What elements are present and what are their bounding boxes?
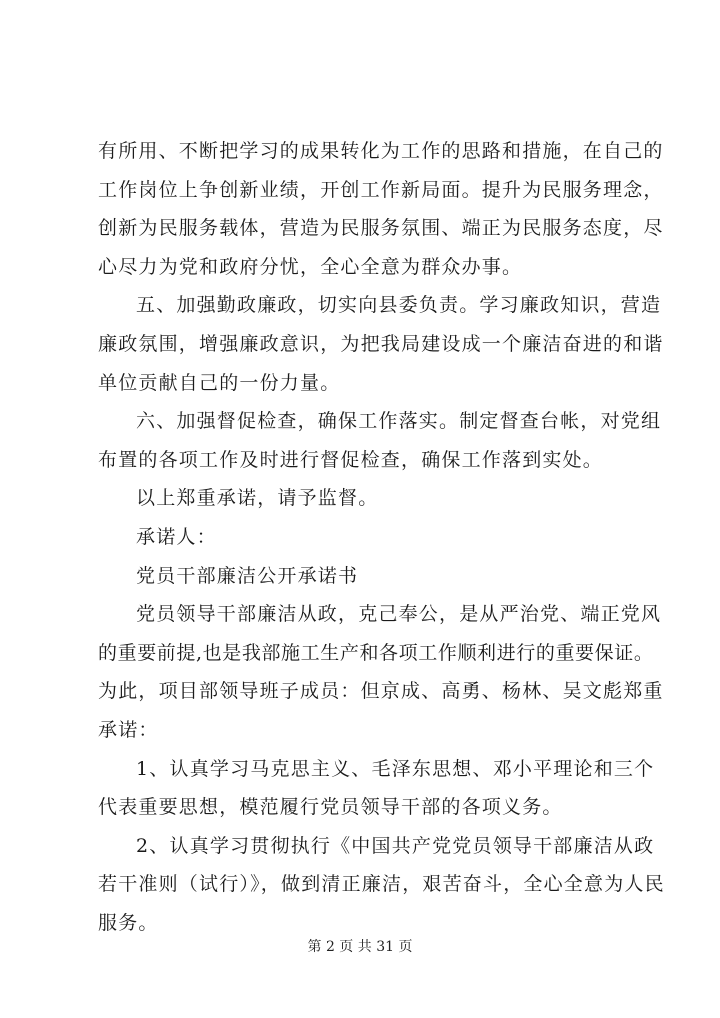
text-line: 创新为民服务载体，营造为民服务氛围、端正为民服务态度，尽 — [98, 217, 664, 240]
text-line: 的重要前提,也是我部施工生产和各项工作顺利进行的重要保证。 — [98, 641, 654, 664]
paragraph-start: 五、加强勤政廉政，切实向县委负责。学习廉政知识，营造 — [136, 294, 662, 317]
text-line: 心尽力为党和政府分忧，全心全意为群众办事。 — [98, 255, 523, 278]
paragraph-start: 以上郑重承诺，请予监督。 — [136, 487, 379, 510]
signatory-label: 承诺人： — [136, 525, 217, 548]
text-line: 承诺： — [98, 718, 159, 741]
page-number: 第 2 页 共 31 页 — [307, 939, 413, 955]
document-body — [98, 132, 665, 942]
text-line: 服务。 — [98, 911, 159, 934]
text-line: 廉政氛围，增强廉政意识，为把我局建设成一个廉洁奋进的和谐 — [98, 332, 664, 355]
text-line: 布置的各项工作及时进行督促检查，确保工作落到实处。 — [98, 448, 604, 471]
paragraph-start: 党员领导干部廉洁从政，克己奉公，是从严治党、端正党风 — [136, 603, 662, 626]
section-title: 党员干部廉洁公开承诺书 — [136, 564, 359, 587]
text-line: 单位贡献自己的一份力量。 — [98, 371, 341, 394]
text-line: 若干准则（试行）》，做到清正廉洁，艰苦奋斗，全心全意为人民 — [98, 873, 665, 896]
text-line: 工作岗位上争创新业绩，开创工作新局面。提升为民服务理念， — [98, 178, 664, 201]
list-item-start: 1、认真学习马克思主义、毛泽东思想、邓小平理论和三个 — [136, 757, 655, 780]
text-line: 代表重要思想，模范履行党员领导干部的各项义务。 — [98, 796, 563, 819]
list-item-start: 2、认真学习贯彻执行《中国共产党党员领导干部廉洁从政 — [136, 834, 655, 857]
text-line: 为此，项目部领导班子成员：但京成、高勇、杨林、吴文彪郑重 — [98, 680, 664, 703]
text-line: 有所用、不断把学习的成果转化为工作的思路和措施，在自己的 — [98, 140, 664, 162]
paragraph-start: 六、加强督促检查，确保工作落实。制定督查台帐，对党组 — [136, 410, 662, 433]
